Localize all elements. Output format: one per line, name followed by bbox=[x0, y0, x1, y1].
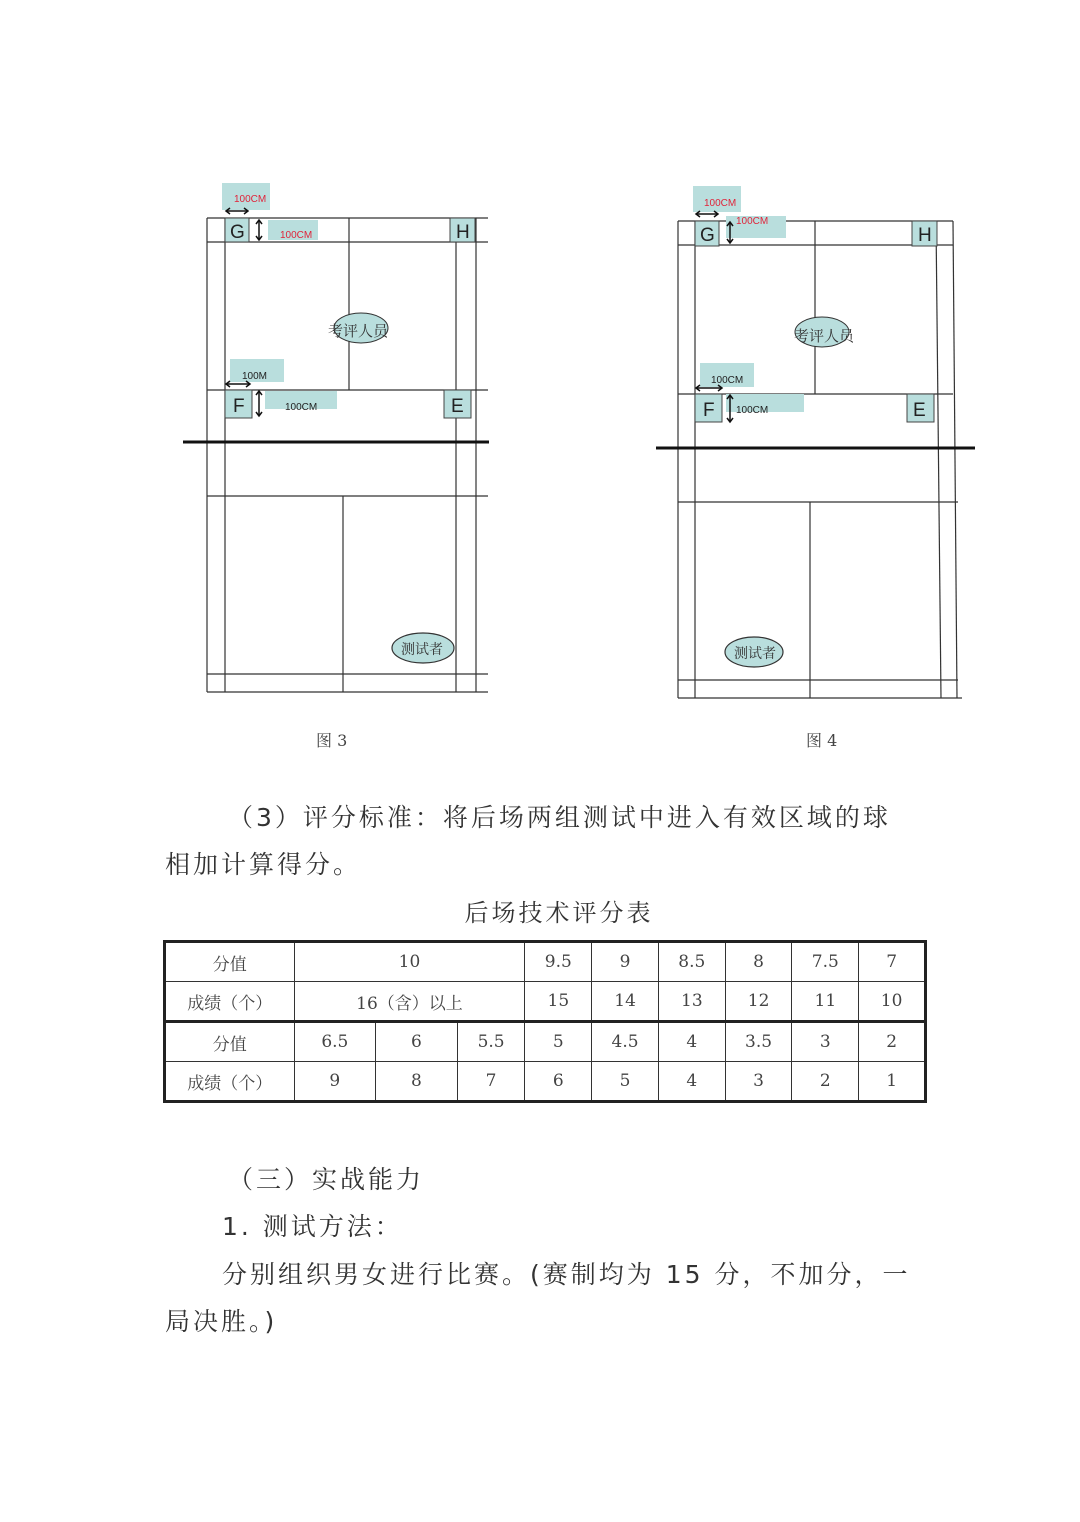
examiner-label: 考评人员 bbox=[328, 322, 389, 340]
bottom-width-label: 100CM bbox=[711, 375, 744, 386]
result-cell: 13 bbox=[658, 982, 725, 1022]
bottom-width-label: 100M bbox=[242, 371, 268, 382]
bottom-height-label: 100CM bbox=[736, 405, 769, 416]
figure-4-court-diagram bbox=[650, 180, 980, 705]
result-cell: 3 bbox=[725, 1062, 792, 1102]
result-cell: 4 bbox=[658, 1062, 725, 1102]
score-cell: 4.5 bbox=[592, 1022, 659, 1062]
result-cell: 15 bbox=[525, 982, 592, 1022]
scoring-standard-line2: 相加计算得分。 bbox=[165, 850, 362, 879]
marker-g-label: G bbox=[230, 222, 245, 243]
examiner-label: 考评人员 bbox=[794, 327, 855, 345]
result-cell: 5 bbox=[592, 1062, 659, 1102]
score-cell: 6.5 bbox=[294, 1022, 376, 1062]
score-cell: 5 bbox=[525, 1022, 592, 1062]
result-cell: 16（含）以上 bbox=[294, 982, 525, 1022]
top-width-label: 100CM bbox=[704, 198, 737, 209]
marker-e-label: E bbox=[451, 396, 464, 417]
result-cell: 8 bbox=[376, 1062, 458, 1102]
figure-3-court-diagram bbox=[180, 180, 500, 700]
result-cell: 2 bbox=[792, 1062, 859, 1102]
score-cell: 7 bbox=[859, 942, 926, 982]
score-cell: 7.5 bbox=[792, 942, 859, 982]
table-row bbox=[165, 942, 926, 982]
table-row bbox=[165, 1022, 926, 1062]
result-cell: 11 bbox=[792, 982, 859, 1022]
score-cell: 2 bbox=[859, 1022, 926, 1062]
result-cell: 12 bbox=[725, 982, 792, 1022]
top-width-label: 100CM bbox=[234, 194, 267, 205]
tester-label: 测试者 bbox=[401, 642, 443, 658]
result-cell: 1 bbox=[859, 1062, 926, 1102]
scoring-standard-line1: （3）评分标准：将后场两组测试中进入有效区域的球 bbox=[228, 803, 891, 832]
score-cell: 8 bbox=[725, 942, 792, 982]
test-method-heading: 1. 测试方法： bbox=[222, 1212, 403, 1241]
figure-3-caption: 图 3 bbox=[316, 731, 348, 750]
score-cell: 5.5 bbox=[457, 1022, 525, 1062]
tester-label: 测试者 bbox=[734, 646, 776, 662]
bottom-height-label: 100CM bbox=[285, 402, 318, 413]
marker-f-label: F bbox=[233, 396, 245, 417]
score-cell: 9.5 bbox=[525, 942, 592, 982]
backcourt-scoring-table bbox=[163, 940, 927, 1103]
top-height-label: 100CM bbox=[736, 216, 769, 227]
marker-h-label: H bbox=[918, 225, 932, 246]
row-label-result: 成绩（个） bbox=[165, 1062, 295, 1102]
score-cell: 3 bbox=[792, 1022, 859, 1062]
row-label-result: 成绩（个） bbox=[165, 982, 295, 1022]
top-height-label: 100CM bbox=[280, 230, 313, 241]
result-cell: 14 bbox=[592, 982, 659, 1022]
result-cell: 7 bbox=[457, 1062, 525, 1102]
section-heading-practical-ability: （三）实战能力 bbox=[228, 1165, 425, 1194]
result-cell: 9 bbox=[294, 1062, 376, 1102]
test-method-line1: 分别组织男女进行比赛。(赛制均为 15 分，不加分，一 bbox=[222, 1260, 911, 1289]
table-title: 后场技术评分表 bbox=[464, 899, 654, 927]
marker-h-label: H bbox=[456, 222, 470, 243]
figure-4-caption: 图 4 bbox=[806, 731, 838, 750]
test-method-line2: 局决胜。) bbox=[165, 1307, 278, 1336]
table-row bbox=[165, 1062, 926, 1102]
score-cell: 10 bbox=[294, 942, 525, 982]
row-label-score: 分值 bbox=[165, 1022, 295, 1062]
score-cell: 8.5 bbox=[658, 942, 725, 982]
score-cell: 3.5 bbox=[725, 1022, 792, 1062]
marker-f-label: F bbox=[703, 400, 715, 421]
table-row bbox=[165, 982, 926, 1022]
score-cell: 6 bbox=[376, 1022, 458, 1062]
result-cell: 6 bbox=[525, 1062, 592, 1102]
result-cell: 10 bbox=[859, 982, 926, 1022]
score-cell: 4 bbox=[658, 1022, 725, 1062]
marker-g-label: G bbox=[700, 225, 715, 246]
score-cell: 9 bbox=[592, 942, 659, 982]
marker-e-label: E bbox=[913, 400, 926, 421]
row-label-score: 分值 bbox=[165, 942, 295, 982]
